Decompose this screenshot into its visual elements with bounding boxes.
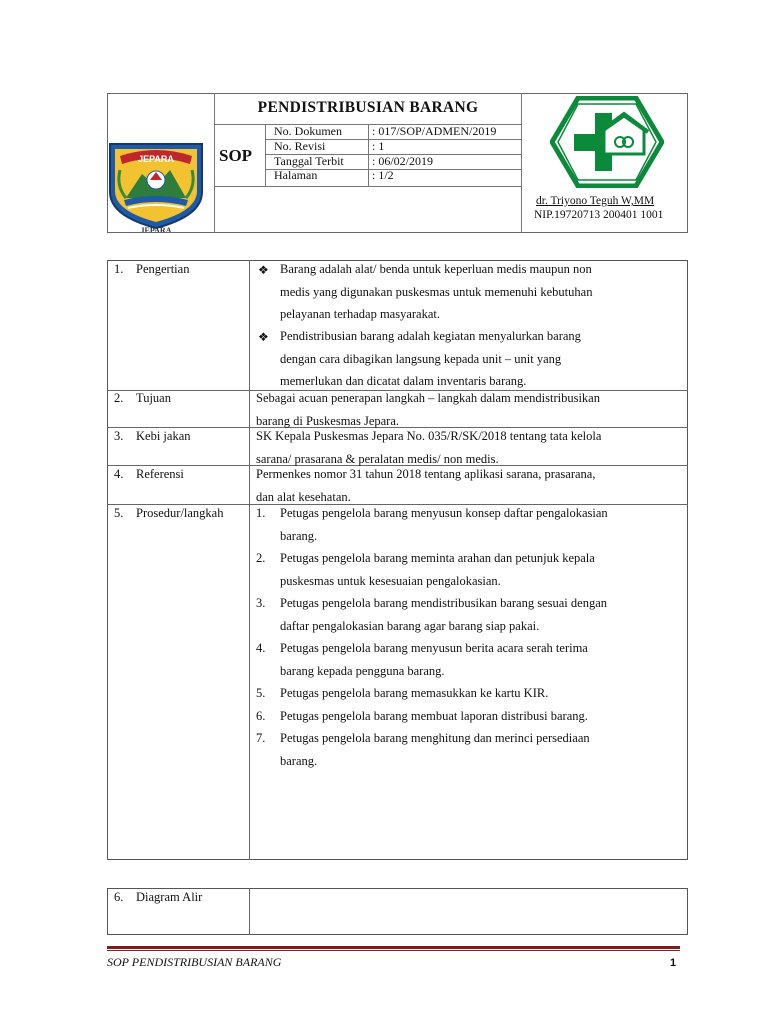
procedure-step: Petugas pengelola barang mendistribusikan barang sesuai dengan daftar pengalokasian barang agar barang siap pakai. bbox=[280, 596, 607, 633]
reference-paragraph: Permenkes nomor 31 tahun 2018 tentang aplikasi sarana, prasarana, dan alat kesehatan. bbox=[256, 467, 596, 504]
step-number: 1. bbox=[256, 506, 266, 520]
step-number: 7. bbox=[256, 731, 266, 745]
header-divider bbox=[214, 93, 215, 233]
header-divider bbox=[214, 186, 521, 187]
row-label-tujuan: 2. Tujuan bbox=[114, 391, 171, 405]
row-label-diagram: 6. Diagram Alir bbox=[114, 890, 203, 904]
meta-label: Halaman bbox=[274, 168, 318, 182]
meta-value: : 1/2 bbox=[372, 168, 394, 182]
puskesmas-logo bbox=[550, 96, 664, 188]
purpose-paragraph: Sebagai acuan penerapan langkah – langkah dalam mendistribusikan barang di Puskesmas Jepara. bbox=[256, 391, 600, 428]
header-divider bbox=[265, 124, 266, 186]
sop-label: SOP bbox=[219, 146, 253, 165]
procedure-step: Petugas pengelola barang menyusun konsep daftar pengalokasian barang. bbox=[280, 506, 608, 543]
bullet-icon: ❖ bbox=[258, 330, 269, 344]
row-label-prosedur: 5. Prosedur/langkah bbox=[114, 506, 224, 520]
footer-rule bbox=[107, 946, 680, 949]
step-number: 4. bbox=[256, 641, 266, 655]
header-divider bbox=[368, 124, 369, 186]
page-number: 1 bbox=[670, 957, 677, 969]
step-number: 2. bbox=[256, 551, 266, 565]
header-divider bbox=[521, 93, 522, 233]
signatory-name: dr. Triyono Teguh W,MM bbox=[536, 195, 655, 207]
step-number: 3. bbox=[256, 596, 266, 610]
step-number: 6. bbox=[256, 709, 266, 723]
meta-label: Tanggal Terbit bbox=[274, 154, 344, 168]
policy-paragraph: SK Kepala Puskesmas Jepara No. 035/R/SK/2018 tentang tata kelola sarana/ prasarana & peralatan medis/ non medis. bbox=[256, 429, 602, 466]
footer-rule bbox=[107, 950, 680, 951]
svg-text:JEPARA: JEPARA bbox=[138, 154, 174, 164]
footer-title: SOP PENDISTRIBUSIAN BARANG bbox=[107, 955, 282, 969]
row-label-referensi: 4. Referensi bbox=[114, 467, 184, 481]
procedure-step: Petugas pengelola barang meminta arahan dan petunjuk kepala puskesmas untuk kesesuaian pengalokasian. bbox=[280, 551, 595, 588]
meta-label: No. Dokumen bbox=[274, 124, 342, 138]
meta-value: : 06/02/2019 bbox=[372, 154, 434, 168]
meta-label: No. Revisi bbox=[274, 139, 326, 153]
step-number: 5. bbox=[256, 686, 266, 700]
row-label-kebijakan: 3. Kebi jakan bbox=[114, 429, 191, 443]
document-title: PENDISTRIBUSIAN BARANG bbox=[257, 99, 479, 116]
svg-text:JEPARA: JEPARA bbox=[140, 226, 172, 232]
signatory-nip: NIP.19720713 200401 1001 bbox=[534, 209, 664, 221]
column-divider bbox=[249, 888, 250, 935]
meta-value: : 017/SOP/ADMEN/2019 bbox=[372, 124, 497, 138]
procedure-step: Petugas pengelola barang menyusun berita acara serah terima barang kepada pengguna barang. bbox=[280, 641, 588, 678]
procedure-step: Petugas pengelola barang membuat laporan distribusi barang. bbox=[280, 709, 588, 723]
jepara-logo bbox=[104, 134, 208, 232]
definition-paragraph: Barang adalah alat/ benda untuk keperluan medis maupun non medis yang digunakan puskesmas untuk memenuhi kebutuhan pelayanan terhadap masyarakat. bbox=[280, 262, 593, 321]
meta-value: : 1 bbox=[372, 139, 385, 153]
row-label-pengertian: 1. Pengertian bbox=[114, 262, 190, 276]
bullet-icon: ❖ bbox=[258, 263, 269, 277]
procedure-step: Petugas pengelola barang menghitung dan merinci persediaan barang. bbox=[280, 731, 590, 768]
procedure-step: Petugas pengelola barang memasukkan ke kartu KIR. bbox=[280, 686, 549, 700]
column-divider bbox=[249, 260, 250, 860]
definition-paragraph: Pendistribusian barang adalah kegiatan menyalurkan barang dengan cara dibagikan langsung kepada unit – unit yang memerlukan dan dicatat dalam inventaris barang. bbox=[280, 329, 581, 388]
